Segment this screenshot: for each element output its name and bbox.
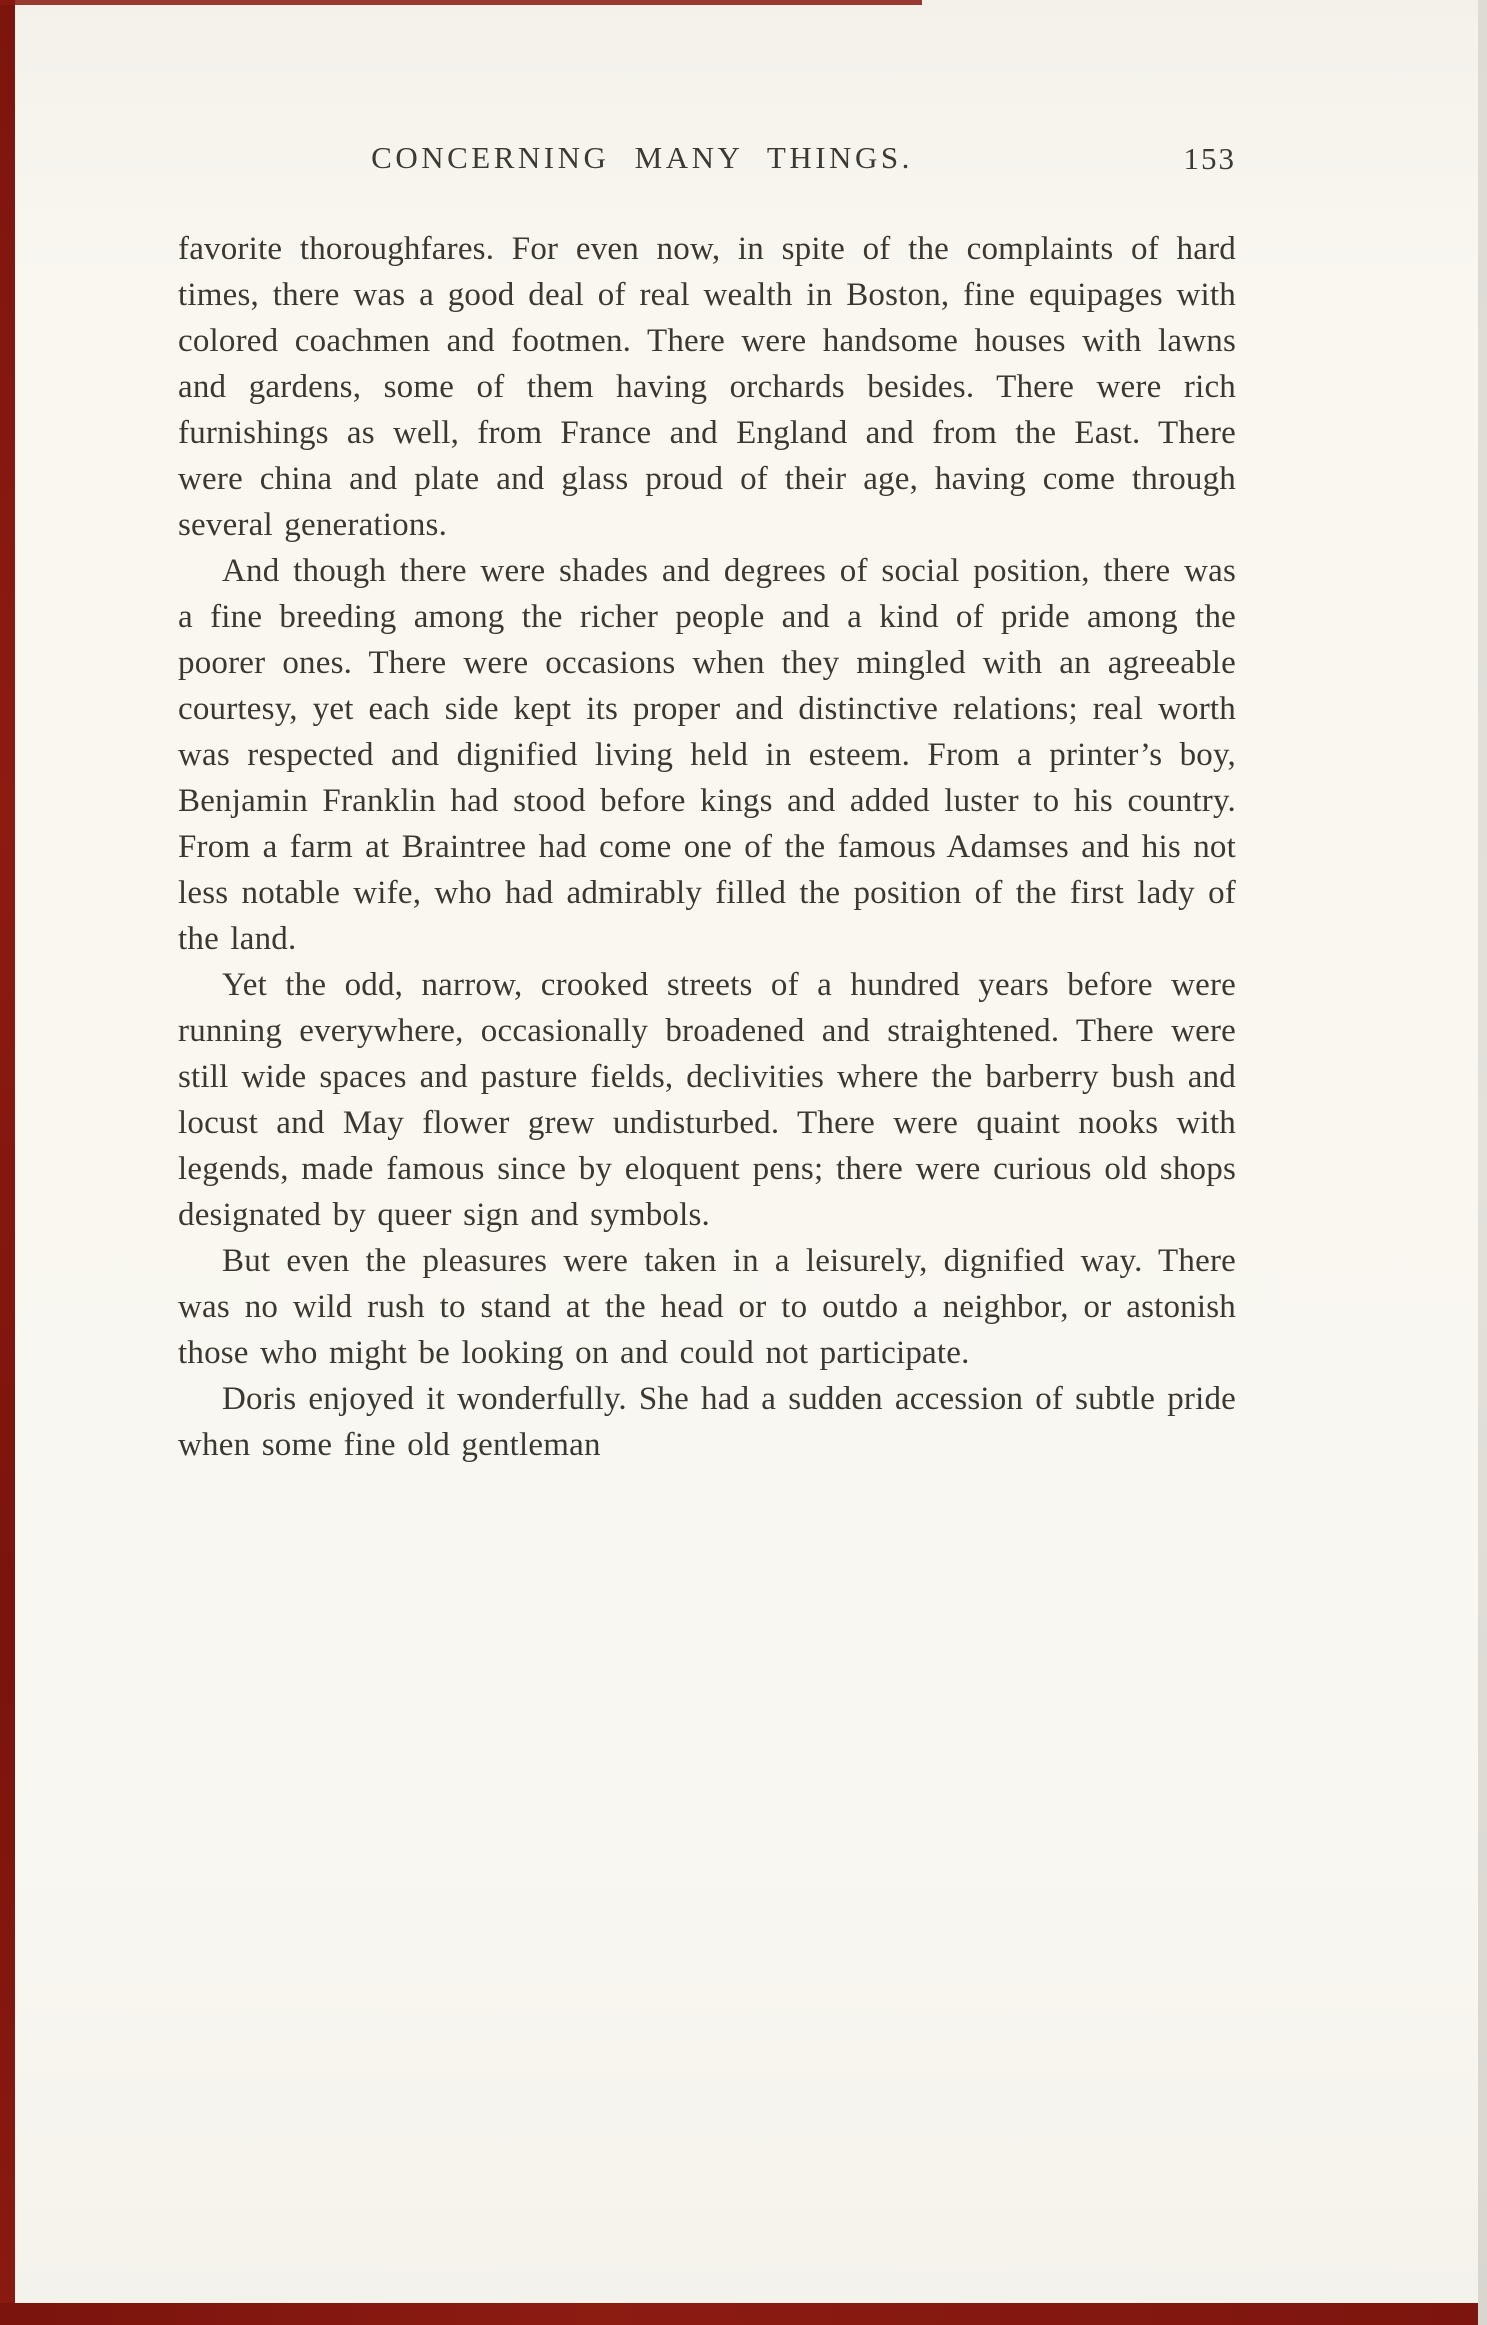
page-number: 153 (1183, 141, 1236, 176)
paragraph: Doris enjoyed it wonderfully. She had a sudden accession of subtle pride when some fine old gentleman (178, 1381, 1236, 1463)
binding-edge-left (0, 0, 15, 2325)
chapter-title: CONCERNING MANY THINGS. (371, 140, 913, 175)
binding-edge-bottom (0, 2303, 1487, 2325)
paragraph: favorite thoroughfares. For even now, in spite of the complaints of hard times, there was a good deal of real wealth in Boston, fine equipages with colored coachmen and footmen. There were handsome houses with lawns and gardens, some of them having orchards besides. There were rich furnishings as well, from France and England and from the East. There were china and plate and glass proud of their age, having come through several generations. (178, 231, 1236, 543)
running-header (178, 140, 1236, 184)
page-text (178, 226, 1236, 1468)
paragraph: But even the pleasures were taken in a leisurely, dignified way. There was no wild rush to stand at the head or to outdo a neighbor, or astonish those who might be looking on and could not participate. (178, 1243, 1236, 1371)
binding-edge-top (0, 0, 922, 5)
paragraph: Yet the odd, narrow, crooked streets of a hundred years before were running everywhere, occasionally broadened and straightened. There were still wide spaces and pasture fields, declivities where the barberry bush and locust and May flower grew undisturbed. There were quaint nooks with legends, made famous since by eloquent pens; there were curious old shops designated by queer sign and symbols. (178, 967, 1236, 1233)
scan-edge-right (1478, 0, 1487, 2325)
paragraph: And though there were shades and degrees of social position, there was a fine breeding among the richer people and a kind of pride among the poorer ones. There were occasions when they mingled with an agreeable courtesy, yet each side kept its proper and distinctive relations; real worth was respected and dignified living held in esteem. From a printer’s boy, Benjamin Franklin had stood before kings and added luster to his country. From a farm at Braintree had come one of the famous Adamses and his not less notable wife, who had admirably filled the position of the first lady of the land. (178, 553, 1236, 957)
